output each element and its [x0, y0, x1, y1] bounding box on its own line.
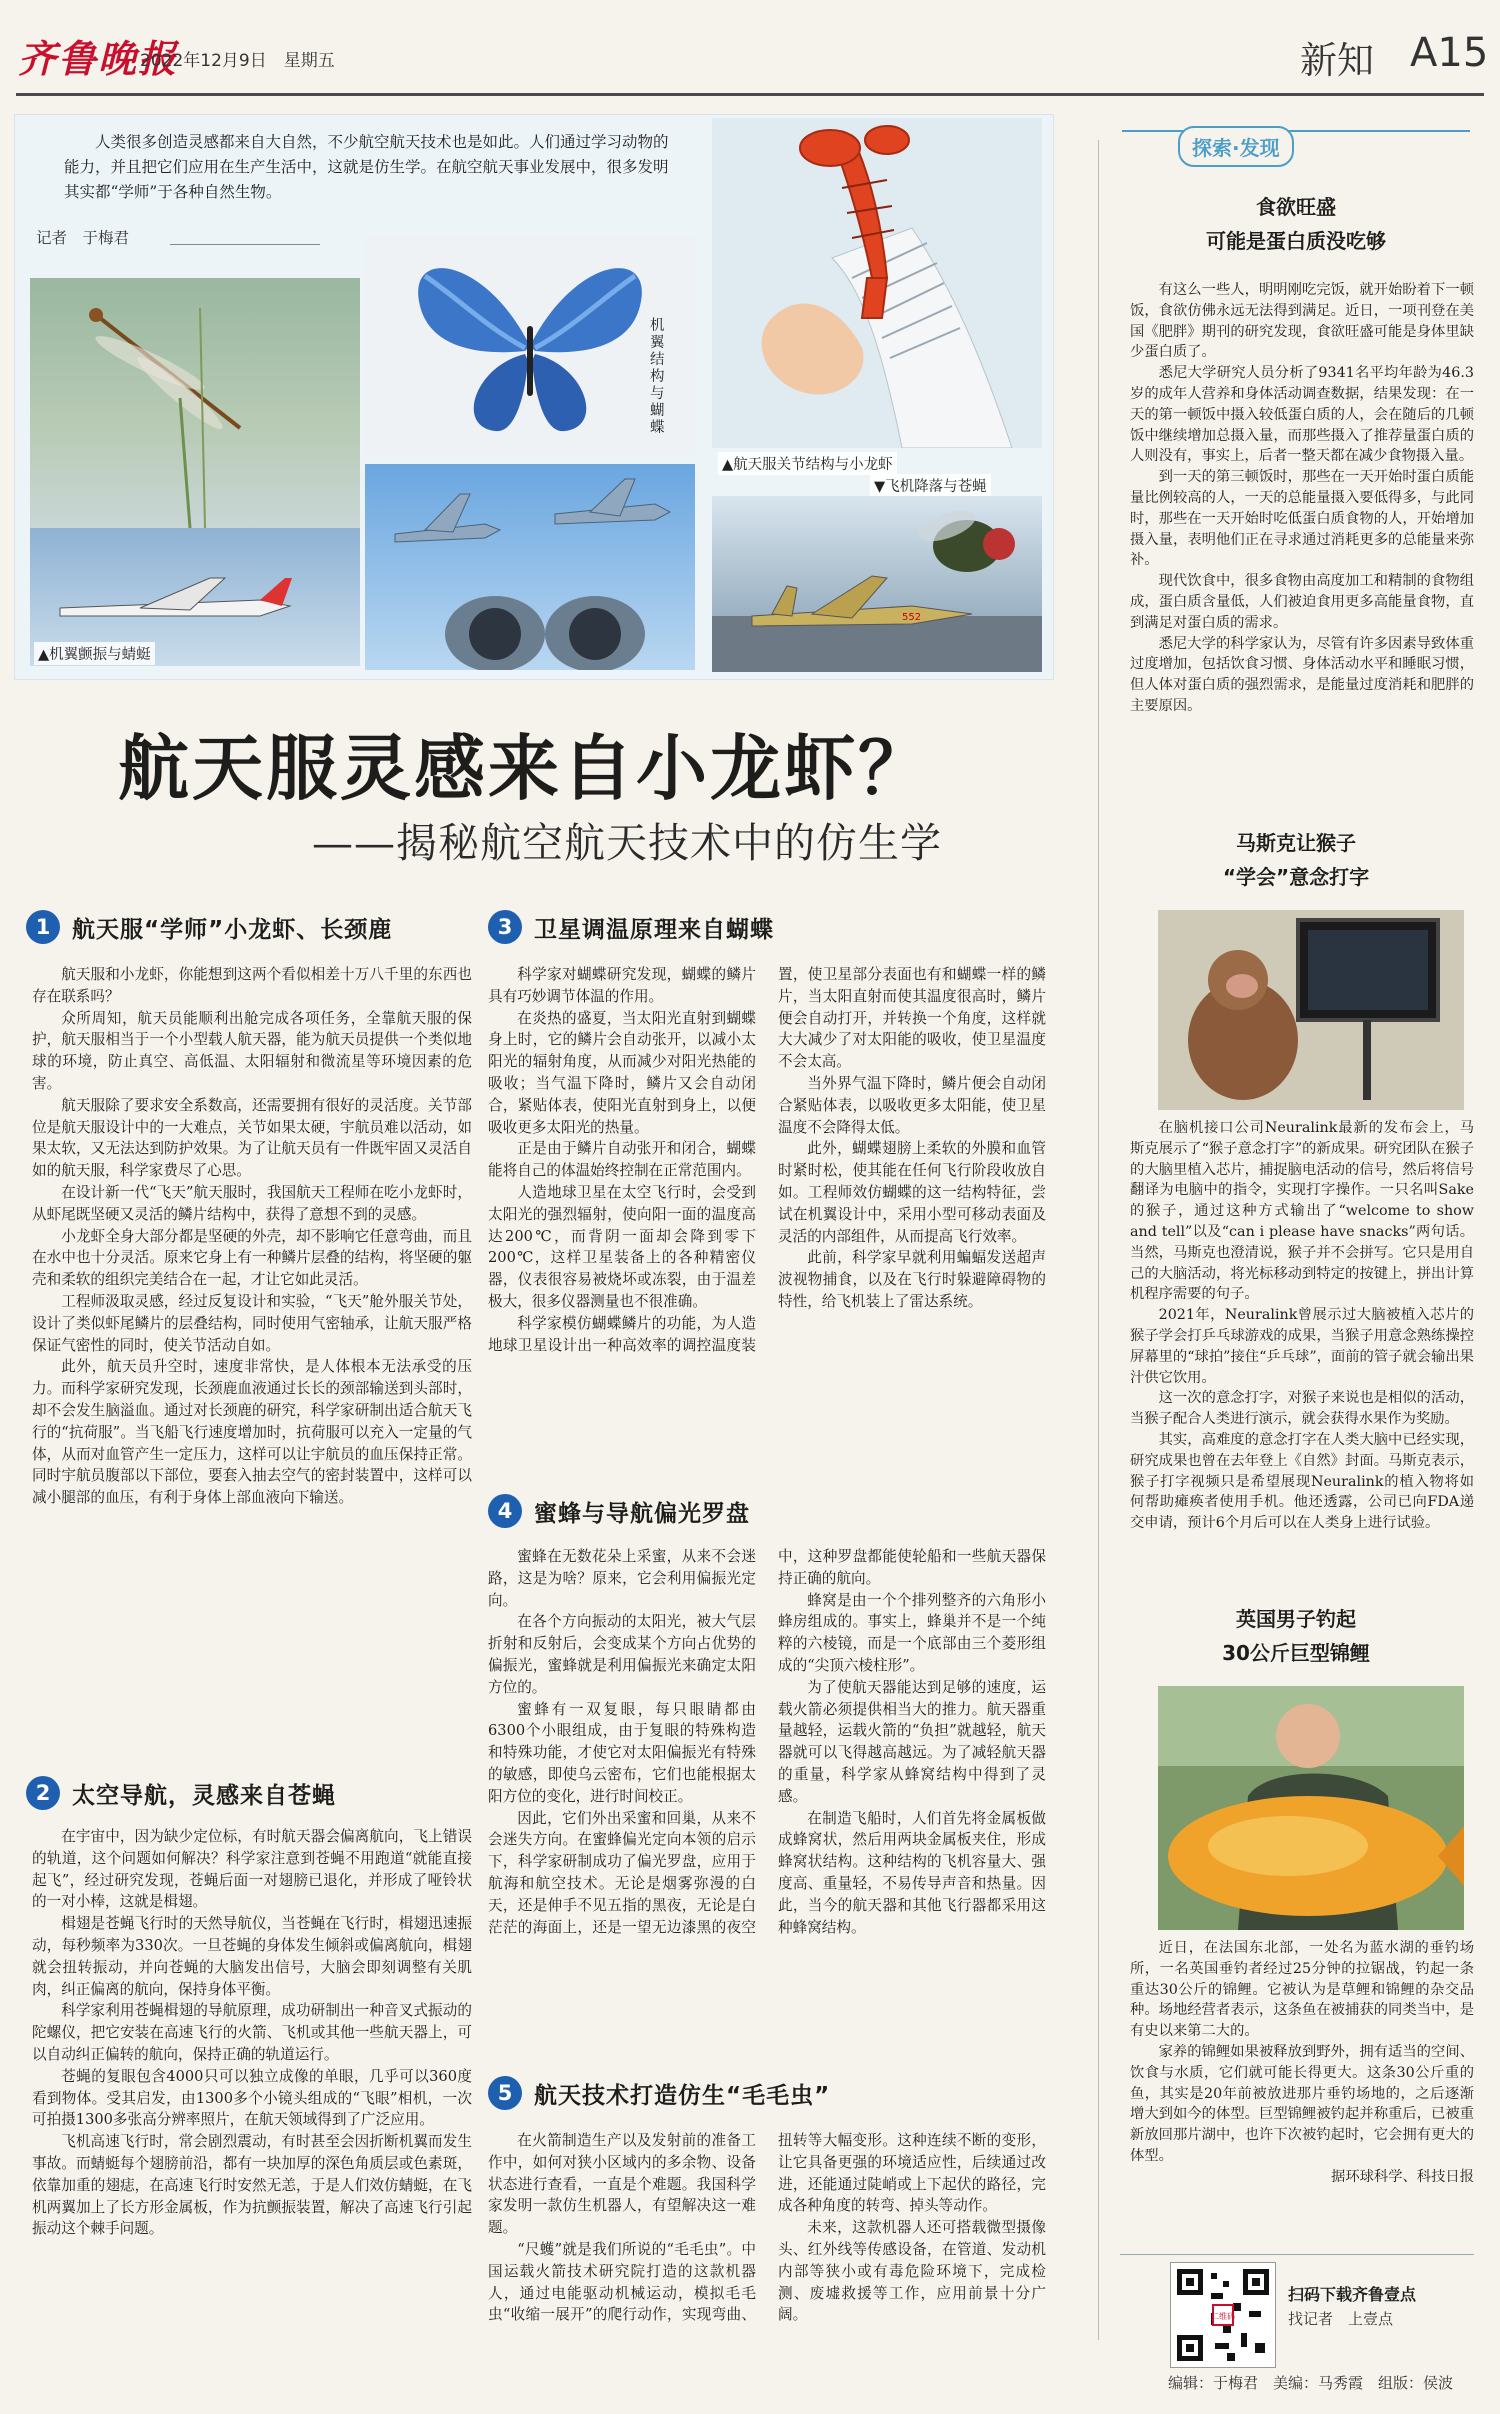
story3-title-line1: 英国男子钓起 — [1236, 1607, 1356, 1631]
section-3-number: 3 — [488, 910, 522, 944]
paragraph: 此外，蝴蝶翅膀上柔软的外膜和血管时紧时松，使其能在任何飞行阶段收放自如。工程师效仿蝴蝶的这一结构特征，尝试在机翼设计中，采用小型可移动表面及灵活的内部组件，从而提高飞行效率。 — [778, 1140, 1046, 1245]
story3-title — [1118, 1602, 1474, 1670]
paragraph: 其实，高难度的意念打字在人类大脑中已经实现，研究成果也曾在去年登上《自然》封面。马斯克表示，猴子打字视频只是希望展现Neuralink的植入物将如何帮助瘫痪者使用手机。他还透露，公司已向FDA递交申请，预计6个月后可以在人类身上进行试验。 — [1130, 1431, 1474, 1532]
paragraph: 航天服除了要求安全系数高，还需要拥有很好的灵活度。关节部位是航天服设计中的一大难点，关节如果太硬，宇航员难以活动，如果太软，又无法达到防护效果。为了让航天员有一件既牢固又灵活自如的航天服，科学家费尽了心思。 — [32, 1096, 472, 1180]
paragraph: 人造地球卫星在太空飞行时，会受到太阳光的强烈辐射，使向阳一面的温度高达200℃，而背阴一面却会降到零下200℃，这样卫星装备上的各种精密仪器，仪表很容易被烧坏或冻裂，由于温差极大，很多仪器测量也不很准确。 — [488, 1183, 756, 1310]
paragraph: 未来，这款机器人还可搭载微型摄像头、红外线等传感设备，在管道、发动机内部等狭小或有毒危险环境下，完成检测、废墟救援等工作，应用前景十分广阔。 — [778, 2219, 1046, 2324]
paragraph: 工程师汲取灵感，经过反复设计和实验，“飞天”舱外服关节处，设计了类似虾尾鳞片的层叠结构，同时使用气密轴承，让航天服严格保证气密性的同时，使关节活动自如。 — [32, 1292, 472, 1354]
caption-butterfly-text: 机翼结构与蝴蝶 — [650, 318, 665, 436]
sidebar-tag-bar — [1122, 130, 1470, 170]
paragraph: 悉尼大学研究人员分析了9341名平均年龄为46.3岁的成年人营养和身体活动调查数据，结果发现：在一天的第一顿饭中摄入较低蛋白质的人，会在随后的几顿饭中继续增加总摄入量，而那些摄入了推荐量蛋白质的人则没有，事实上，后者一整天都在减少食物摄入量。 — [1130, 365, 1474, 465]
fighter-jets-photo — [365, 464, 695, 670]
section-5-header — [488, 2076, 830, 2110]
section-3-body — [488, 964, 1046, 1450]
section-3-title: 卫星调温原理来自蝴蝶 — [534, 916, 774, 943]
paragraph: 楫翅是苍蝇飞行时的天然导航仪，当苍蝇在飞行时，楫翅迅速振动，每秒频率为330次。一旦苍蝇的身体发生倾斜或偏离航向，楫翅就会扭转振动，并向苍蝇的大脑发出信号，大脑会即刻调整有关肌肉，纠正偏离的航向，保持身体平衡。 — [32, 1915, 472, 1998]
paragraph: 悉尼大学的科学家认为，尽管有许多因素导致体重过度增加，包括饮食习惯、身体活动水平和睡眠习惯，但人体对蛋白质的强烈需求，是能量过度消耗和肥胖的主要原因。 — [1130, 635, 1474, 714]
byline-rule — [170, 244, 320, 245]
footer-cta2: 找记者 上壹点 — [1288, 2310, 1394, 2328]
section-2-number: 2 — [26, 1776, 60, 1810]
paragraph: 此前，科学家早就利用蝙蝠发送超声波视物捕食，以及在飞行时躲避障碍物的特性，给飞机装上了雷达系统。 — [778, 1249, 1046, 1310]
section-2-title: 太空导航，灵感来自苍蝇 — [72, 1782, 336, 1809]
paragraph: 在宇宙中，因为缺少定位标，有时航天器会偏离航向，飞上错误的轨道，这个问题如何解决？科学家注意到苍蝇不用跑道“就能直接起飞”，经过研究发现，苍蝇后面一对翅膀已退化，并形成了哑铃状的一对小棒，这就是楫翅。 — [32, 1828, 472, 1911]
section-5-number: 5 — [488, 2076, 522, 2110]
section-2-body — [32, 1826, 472, 2240]
section-name: 新知 — [1300, 39, 1374, 82]
paragraph: 科学家对蝴蝶研究发现，蝴蝶的鳞片具有巧妙调节体温的作用。 — [488, 966, 756, 1005]
story1-title-line2: 可能是蛋白质没吃够 — [1206, 229, 1386, 253]
page-number: A15 — [1410, 30, 1489, 76]
paragraph: 当外界气温下降时，鳞片便会自动闭合紧贴体表，以吸收更多太阳能，使卫星温度不会降得太低。 — [778, 1074, 1046, 1136]
source-credit: 据环球科学、科技日报 — [1331, 2168, 1474, 2185]
paragraph: 因此，它们外出采蜜和回巢，从来不会迷失方向。在蜜蜂偏光定向本领的启示下，科学家研制成功了偏光罗盘，应用于航海和航空技术。无论是烟雾弥漫的白天，还是伸手不见五指的黑夜，无论是白茫茫的海面上，还是一望无边漆黑的夜空中，这种罗盘都能使轮船和一些航天器保持正确的航向。 — [488, 1548, 1046, 1936]
feature-intro: 人类很多创造灵感都来自大自然，不少航空航天技术也是如此。人们通过学习动物的能力，并且把它们应用在生产生活中，这就是仿生学。在航空航天事业发展中，很多发明其实都“学师”于各种自然生物。 — [64, 133, 669, 201]
paragraph: 2021年，Neuralink曾展示过大脑被植入芯片的猴子学会打乒乓球游戏的成果，当猴子用意念熟练操控屏幕里的“球拍”接住“乒乓球”，面前的管子就会输出果汁供它饮用。 — [1130, 1307, 1474, 1386]
paragraph: 蜜蜂有一双复眼，每只眼睛都由6300个小眼组成，由于复眼的特殊构造和特殊功能，才使它对太阳偏振光有特殊的敏感，即使乌云密布，它们也能根据太阳方位的变化，进行时间校正。 — [488, 1700, 756, 1805]
story2-title-line2: “学会”意念打字 — [1222, 865, 1370, 889]
paragraph: 家养的锦鲤如果被释放到野外，拥有适当的空间、饮食与水质，它们就可能长得更大。这条30公斤重的鱼，其实是20年前被放进那片垂钓场地的，之后逐渐增大到如今的体型。巨型锦鲤被钓起并称重后，已被重新放回那片湖中，也许下次被钓起时，它会拥有更大的体型。 — [1130, 2043, 1474, 2164]
paragraph: 在制造飞船时，人们首先将金属板做成蜂窝状，然后用两块金属板夹住，形成蜂窝状结构。这种结构的飞机容量大、强度高、重量轻，不易传导声音和热量。因此，当今的航天器和其他飞行器都采用这种蜂窝结构。 — [778, 1809, 1046, 1936]
paragraph: 科学家利用苍蝇楫翅的导航原理，成功研制出一种音叉式振动的陀螺仪，把它安装在高速飞行的火箭、飞机或其他一些航天器上，可以自动纠正偏转的航向，保持正确的轨道运行。 — [32, 2002, 472, 2063]
jet-number: 552 — [902, 612, 922, 623]
caption-fly: ▼飞机降落与苍蝇 — [870, 474, 991, 497]
paragraph: 蜜蜂在无数花朵上采蜜，从来不会迷路，这是为啥？原来，它会利用偏振光定向。 — [488, 1548, 756, 1609]
section-5-body — [488, 2130, 1046, 2398]
paragraph: 为了使航天器能达到足够的速度，运载火箭必须提供相当大的推力。航天器重量越轻，运载火箭的“负担”就越轻，航天器就可以飞得越高越远。为了减轻航天器的重量，科学家从蜂窝结构中得到了灵感。 — [778, 1678, 1046, 1805]
sidebar-divider — [1098, 140, 1099, 2340]
section-4-body — [488, 1546, 1046, 2032]
paragraph: 近日，在法国东北部，一处名为蓝水湖的垂钓场所，一名英国垂钓者经过25分钟的拉锯战，钓起一条重达30公斤的锦鲤。它被认为是草鲤和锦鲤的杂交品种。场地经营者表示，这条鱼在被捕获的同类当中，是有史以来第二大的。 — [1130, 1940, 1474, 2040]
koi-photo — [1158, 1686, 1464, 1930]
paragraph: 到一天的第三顿饭时，那些在一天开始时蛋白质能量比例较高的人，一天的总能量摄入要低得多，与此同时，那些在一天开始时吃低蛋白质食物的人，开始增加摄入量，表明他们正在寻求通过消耗更多的总能量来弥补。 — [1130, 469, 1474, 569]
byline: 记者 于梅君 — [36, 229, 130, 247]
sub-headline: ——揭秘航空航天技术中的仿生学 — [312, 819, 942, 867]
section-1-header — [26, 910, 392, 944]
caption-lobster: ▲航天服关节结构与小龙虾 — [718, 452, 897, 475]
section-2-header — [26, 1776, 336, 1810]
section-3-header — [488, 910, 774, 944]
paragraph: 蜂窝是由一个个排列整齐的六角形小蜂房组成的。事实上，蜂巢并不是一个纯粹的六棱镜，而是一个底部由三个菱形组成的“尖顶六棱柱形”。 — [778, 1591, 1046, 1674]
paragraph: 有这么一些人，明明刚吃完饭，就开始盼着下一顿饭，食欲仿佛永远无法得到满足。近日，一项刊登在美国《肥胖》期刊的研究发现，食欲旺盛可能是身体里缺少蛋白质了。 — [1130, 282, 1474, 361]
paragraph: 科学家模仿蝴蝶鳞片的功能，为人造地球卫星设计出一种高效率的调控温度装置，使卫星部分表面也有和蝴蝶一样的鳞片，当太阳直射而使其温度很高时，鳞片便会自动打开，并转换一个角度，这样就大大减少了对太阳能的吸收，使卫星温度不会太高。 — [488, 966, 1046, 1354]
paragraph: 在火箭制造生产以及发射前的准备工作中，如何对狭小区域内的多余物、设备状态进行查看，一直是个难题。我国科学家发明一款仿生机器人，有望解决这一难题。 — [488, 2132, 756, 2237]
section-1-title: 航天服“学师”小龙虾、长颈鹿 — [72, 916, 393, 943]
paragraph: 正是由于鳞片自动张开和闭合，蝴蝶能将自己的体温始终控制在正常范围内。 — [488, 1140, 756, 1180]
lobster-spacesuit-photo — [712, 118, 1042, 448]
paragraph: 小龙虾全身大部分都是坚硬的外壳，却不影响它任意弯曲，而且在水中也十分灵活。原来它身上有一种鳞片层叠的结构，将坚硬的躯壳和柔软的组织完美结合在一起，才让它如此灵活。 — [32, 1227, 472, 1289]
dragonfly-airliner-photo — [30, 278, 360, 666]
story3-body — [1130, 1938, 1474, 2188]
paragraph: 在各个方向振动的太阳光，被大气层折射和反射后，会变成某个方向占优势的偏振光，蜜蜂就是利用偏振光来确定太阳方位的。 — [488, 1613, 756, 1696]
paragraph: 此外，航天员升空时，速度非常快，是人体根本无法承受的压力。而科学家研究发现，长颈鹿血液通过长长的颈部输送到头部时，却不会发生脑溢血。通过对长颈鹿的研究，科学家研制出适合航天飞行的“抗荷服”。当飞船飞行速度增加时，抗荷服可以充入一定量的气体，从而对血管产生一定压力，这样可以让宇航员的血压保持正常。同时宇航员腹部以下部位，要套入抽去空气的密封装置中，这样可以减小腿部的血压，有利于身体上部血液向下输送。 — [32, 1358, 472, 1507]
paragraph: 现代饮食中，很多食物由高度加工和精制的食物组成，蛋白质含量低，人们被迫食用更多高能量食物，直到满足对蛋白质的需求。 — [1130, 573, 1474, 631]
paragraph: 这一次的意念打字，对猴子来说也是相似的活动，当猴子配合人类进行演示，就会获得水果作为奖励。 — [1130, 1390, 1474, 1428]
caption-butterfly — [650, 318, 672, 437]
story3-title-line2: 30公斤巨型锦鲤 — [1222, 1641, 1370, 1665]
story1-title-line1: 食欲旺盛 — [1256, 195, 1336, 219]
caption-dragonfly: ▲机翼颤振与蜻蜓 — [34, 642, 155, 665]
story2-title-line1: 马斯克让猴子 — [1236, 831, 1356, 855]
editor-credits: 编辑：于梅君 美编：马秀霞 组版：侯波 — [1168, 2374, 1454, 2392]
paragraph: 在脑机接口公司Neuralink最新的发布会上，马斯克展示了“猴子意念打字”的新成果。研究团队在猴子的大脑里植入芯片，捕捉脑电活动的信号，然后将信号翻译为电脑中的指令，实现打字操作。一只名叫Sake的猴子，通过这种方式输出了“welcome to show and tell”以及“can i please have snacks”两句话。当然，马斯克也澄清说，猴子并不会拼写。它只是用自己的大脑活动，将光标移动到特定的按键上，拼出计算机程序需要的句子。 — [1130, 1120, 1474, 1303]
paragraph: 飞机高速飞行时，常会剧烈震动，有时甚至会因折断机翼而发生事故。而蜻蜓每个翅膀前沿，都有一块加厚的深色角质层或色素斑，依靠加重的翅痣，在高速飞行时安然无恙，于是人们效仿蜻蜓，在飞机两翼加上了长方形金属板，作为抗颤振装置，解决了高速飞行引起振动这个棘手问题。 — [32, 2133, 472, 2238]
qr-label: 二维码 — [1211, 2312, 1235, 2321]
story2-title — [1118, 826, 1474, 894]
story2-body — [1130, 1118, 1474, 1534]
masthead — [0, 0, 1500, 96]
section-1-body — [32, 964, 472, 1509]
paragraph: 航天服和小龙虾，你能想到这两个看似相差十万八千里的东西也存在联系吗？ — [32, 966, 472, 1005]
main-headline: 航天服灵感来自小龙虾？ — [118, 726, 933, 810]
issue-date: 2022年12月9日 星期五 — [140, 51, 335, 71]
footer-cta: 扫码下载齐鲁壹点 — [1288, 2285, 1417, 2304]
sidebar-tag: 探索·发现 — [1178, 126, 1294, 167]
paragraph: 在设计新一代“飞天”航天服时，我国航天工程师在吃小龙虾时，从虾尾既坚硬又灵活的鳞片结构中，获得了意想不到的灵感。 — [32, 1183, 472, 1223]
monkey-photo — [1158, 910, 1464, 1110]
story1-title — [1118, 190, 1474, 258]
butterfly-photo — [365, 236, 695, 456]
section-4-header — [488, 1494, 750, 1528]
section-5-title: 航天技术打造仿生“毛毛虫” — [534, 2082, 831, 2109]
story1-body — [1130, 280, 1474, 717]
carrier-jet-fly-photo — [712, 496, 1042, 672]
paragraph: 众所周知，航天员能顺利出舱完成各项任务，全靠航天服的保护，航天服相当于一个小型载人航天器，能为航天员提供一个类似地球的环境，防止真空、高低温、太阳辐射和微流星等环境因素的危害。 — [32, 1009, 472, 1092]
section-4-number: 4 — [488, 1494, 522, 1528]
footer-rule — [1120, 2254, 1474, 2255]
paragraph: 苍蝇的复眼包含4000只可以独立成像的单眼，几乎可以360度看到物体。受其启发，由1300多个小镜头组成的“飞眼”相机，一次可拍摄1300多张高分辨率照片，在航天领域得到了广泛应用。 — [32, 2067, 472, 2129]
paragraph: “尺蠖”就是我们所说的“毛毛虫”。中国运载火箭技术研究院打造的这款机器人，通过电能驱动机械运动，模拟毛毛虫“收缩一展开”的爬行动作，实现弯曲、扭转等大幅变形。这种连续不断的变形，让它具备更强的环境适应性，后续通过改进，还能通过陡峭或上下起伏的路径，完成各种角度的转弯、掉头等动作。 — [488, 2132, 1046, 2324]
section-1-number: 1 — [26, 910, 60, 944]
masthead-rule — [16, 93, 1484, 96]
newspaper-logo: 齐鲁晚报 — [18, 36, 179, 81]
qr-code[interactable] — [1170, 2262, 1276, 2368]
section-4-title: 蜜蜂与导航偏光罗盘 — [534, 1500, 750, 1527]
paragraph: 在炎热的盛夏，当太阳光直射到蝴蝶身上时，它的鳞片会自动张开，以减小太阳光的辐射角度，从而减少对阳光热能的吸收；当气温下降时，鳞片又会自动闭合，紧贴体表，使阳光直射到身上，以便吸收更多太阳光的热量。 — [488, 1009, 756, 1136]
